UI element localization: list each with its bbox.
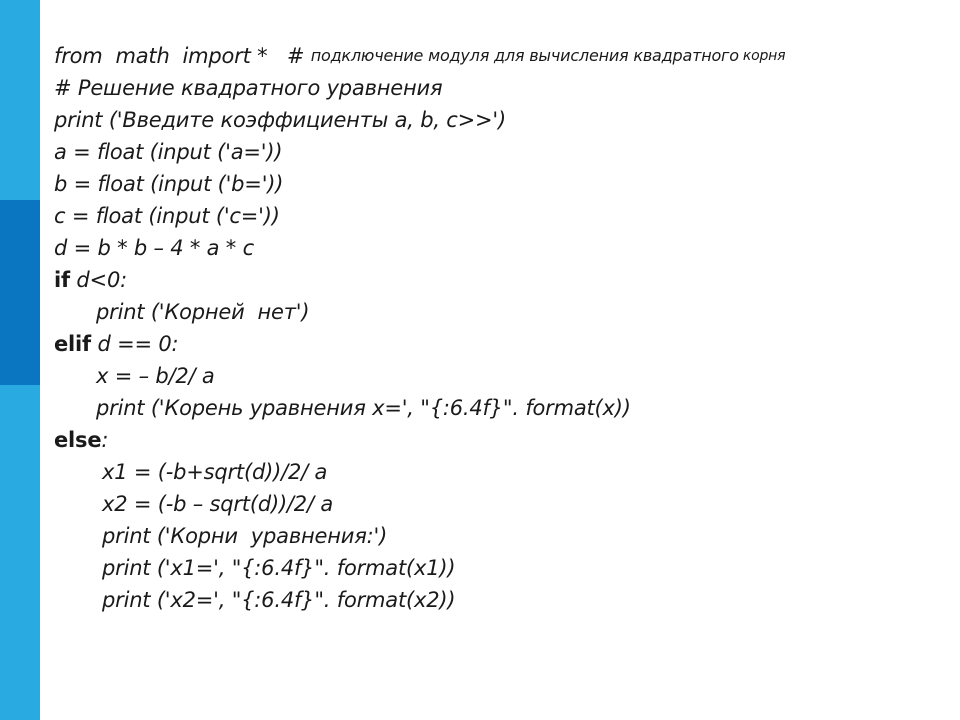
code-line-print-x1: print ('x1=', "{:6.4f}". format(x1)) [102,556,456,580]
if-keyword: if [54,268,70,292]
code-line-else [54,424,944,456]
else-keyword: else [54,428,102,452]
code-line-import [54,40,944,72]
code-line-if [54,264,944,296]
else-colon: : [101,428,109,452]
if-condition: d<0: [69,268,127,292]
code-line-discriminant: d = b * b – 4 * a * c [54,236,254,260]
code-line-single-root: x = – b/2/ a [96,364,215,388]
code-line-input-c: c = float (input ('c=')) [54,204,280,228]
elif-condition: d == 0: [90,332,179,356]
import-statement: from math import * # [54,44,311,68]
code-line-input-b: b = float (input ('b=')) [54,172,284,196]
code-line-no-roots: print ('Корней нет') [96,300,310,324]
code-line-prompt: print ('Введите коэффициенты a, b, c>>') [54,108,506,132]
code-line-x1: x1 = (-b+sqrt(d))/2/ a [102,460,328,484]
code-listing [54,40,944,616]
code-line-print-roots: print ('Корни уравнения:') [102,524,388,548]
code-line-elif [54,328,944,360]
import-comment-end: корня [742,48,786,64]
left-sidebar-accent [0,200,40,385]
code-line-comment: # Решение квадратного уравнения [54,76,443,100]
elif-keyword: elif [54,332,91,356]
code-line-input-a: a = float (input ('a=')) [54,140,283,164]
import-comment: подключение модуля для вычисления квадратного [310,46,739,65]
code-line-x2: x2 = (-b – sqrt(d))/2/ a [102,492,333,516]
code-line-print-root: print ('Корень уравнения x=', "{:6.4f}". format(x)) [96,396,631,420]
code-line-print-x2: print ('x2=', "{:6.4f}". format(x2)) [102,588,456,612]
